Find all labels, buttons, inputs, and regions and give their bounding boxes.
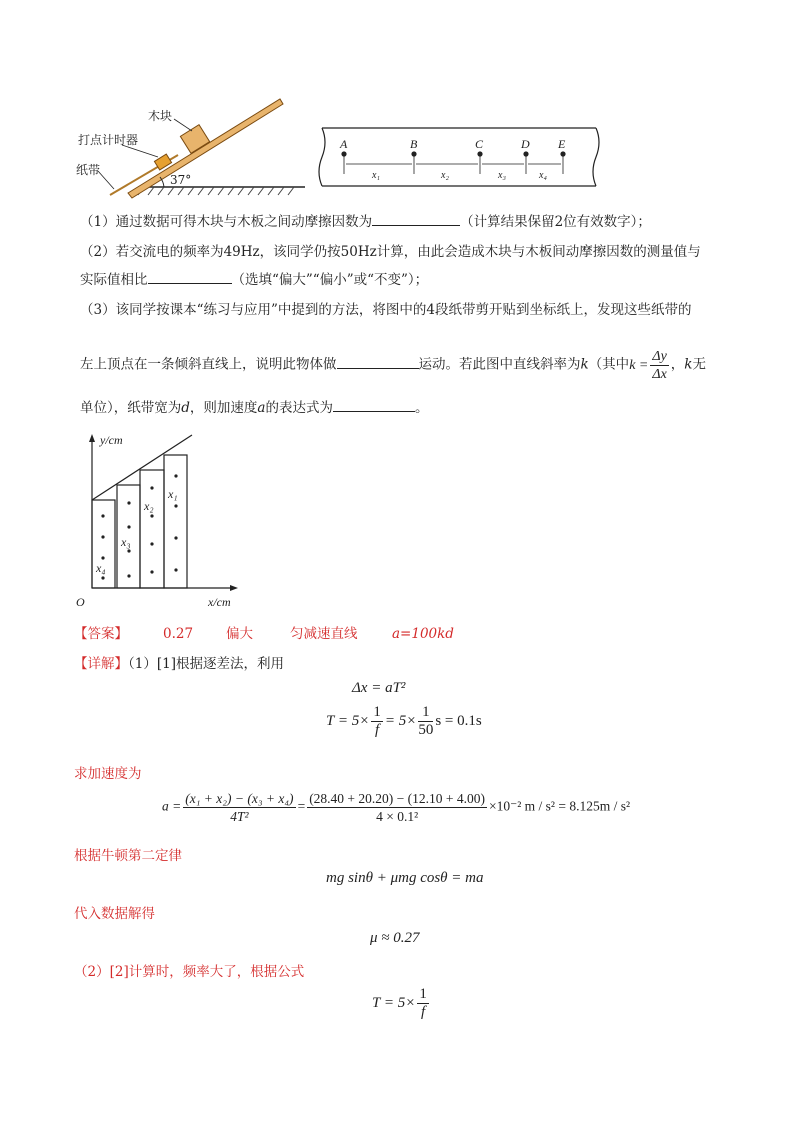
q3-text-c2: ，则加速度 [189,400,258,416]
tape-point-a: A [340,137,348,151]
eq6-num: 1 [419,986,427,1002]
eq6-lhs: T = 5× [372,994,416,1011]
eq2-f2-num: 1 [418,704,433,722]
q2-line-2 [80,270,428,290]
eq3-f2-den: 4 × 0.1² [376,809,419,824]
tape-point-b: B [410,137,418,151]
answer-2: 偏大 [226,626,253,642]
strip-graph [74,430,250,610]
strip-label-x4: x₄ [96,561,106,575]
tape-point-d: D [521,137,530,151]
q3-text-c1: 单位），纸带宽为 [80,400,182,416]
eq2-f2-den: 50 [418,722,434,738]
eq-period [326,704,482,739]
eq3-lhs: a = [162,798,182,814]
graph-ylabel: y/cm [100,433,123,447]
label-tape: 纸带 [76,163,101,177]
q3-text-b2: 运动。若此图中直线斜率为 [418,356,581,373]
q1-text-b: （计算结果保留2位有效数字）； [460,214,651,230]
q3-k-lhs: k = [629,357,649,373]
eq-newton: mg sinθ + μmg cosθ = ma [326,870,484,886]
answer-4: a=100kd [392,626,454,642]
strip-label-x1: x₁ [168,487,178,501]
q3-line-2 [80,348,706,383]
q3-text-c4: 。 [414,400,429,416]
q3-text-c3: 的表达式为 [265,400,333,416]
tape-seg-x1: x₁ [372,170,380,181]
detail-q2-intro: （2）[2]计算时，频率大了，根据公式 [74,964,305,980]
answer-3: 匀减速直线 [290,626,358,642]
q2-line-1: （2）若交流电的频率为49Hz，该同学仍按50Hz计算，由此会造成木块与木板间动摩擦因数的测量值与 [80,244,701,260]
q1-line [80,212,651,232]
strip-label-x2: x₂ [144,499,154,513]
q3-k-frac [650,348,668,383]
label-sub: 代入数据解得 [74,906,155,922]
eq3-f2-num: (28.40 + 20.20) − (12.10 + 4.00) [309,791,486,806]
q2-text-c: （选填“偏大”“偏小”或“不变”）； [231,272,429,288]
label-angle: 37° [170,173,192,187]
graph-xlabel: x/cm [208,595,231,609]
graph-origin: O [76,595,85,609]
tape-point-c: C [475,137,484,151]
eq2-mid: = 5× [384,712,417,729]
eq3-rhs: ×10⁻² m / s² = 8.125m / s² [489,798,631,814]
eq2-lhs: T = 5× [326,712,370,729]
eq-period-2 [372,986,431,1021]
detail-tag: 【详解】 [74,656,128,672]
q3-blank-accel[interactable] [333,398,415,412]
label-timer: 打点计时器 [78,133,139,147]
answer-tag: 【答案】 [74,626,128,642]
eq2-rhs: s = 0.1s [435,712,482,729]
q3-line-3 [80,398,428,418]
q3-blank-motion[interactable] [337,355,419,369]
q3-var-k-2: k [684,356,693,373]
q1-blank[interactable] [372,212,460,226]
detail-line [74,654,284,674]
q3-text-b1: 左上顶点在一条倾斜直线上，说明此物体做 [80,356,337,373]
q3-var-a: a [257,400,266,416]
eq-delta-x: Δx = aT² [352,680,406,696]
label-newton: 根据牛顿第二定律 [74,848,182,864]
eq-accel: a = $\frac{\text{(x₁ + x₂) − (x₃ + x₄)}}{\text{4T²}}$ = $\frac{(28.40 + 20.20) - (12.10 + 4.00)}{\text{4 × 0.1²}}$ ×10⁻² m / s² = 8.125m / s² [162,791,631,824]
q3-line-1: （3）该同学按课本“练习与应用”中提到的方法，将图中的4段纸带剪开贴到坐标纸上，发现这些纸带的 [80,302,692,318]
q3-var-d: d [181,400,190,416]
eq-mu: μ ≈ 0.27 [370,930,420,946]
tape-point-e: E [558,137,566,151]
eq6-den: f [420,1004,426,1020]
q3-k-num: Δy [652,349,667,364]
q1-text-a: （1）通过数据可得木块与木板之间动摩擦因数为 [80,214,373,230]
q3-var-k: k [580,356,589,373]
strip-label-x3: x₃ [121,535,131,549]
q3-text-b3: （其中 [588,356,630,373]
tape-figure [318,124,600,190]
eq2-f1-num: 1 [373,704,381,720]
eq3-f1-den: 4T² [230,809,249,824]
answer-1: 0.27 [163,626,194,642]
label-block: 木块 [148,109,173,123]
eq3-f1-num: (x₁ + x₂) − (x₃ + x₄) [185,791,294,806]
q2-blank[interactable] [148,270,232,284]
q2-text-b: 实际值相比 [80,272,148,288]
tape-seg-x3: x₃ [498,170,506,181]
q3-text-b4: ， [670,356,685,373]
tape-seg-x2: x₂ [441,170,449,181]
detail-intro: （1）[1]根据逐差法，利用 [128,656,284,672]
eq2-f1-den: f [374,722,380,738]
tape-seg-x4: x₄ [539,170,547,181]
q3-text-b5: 无 [692,356,706,373]
label-accel: 求加速度为 [74,766,142,782]
q3-k-den: Δx [652,367,667,382]
